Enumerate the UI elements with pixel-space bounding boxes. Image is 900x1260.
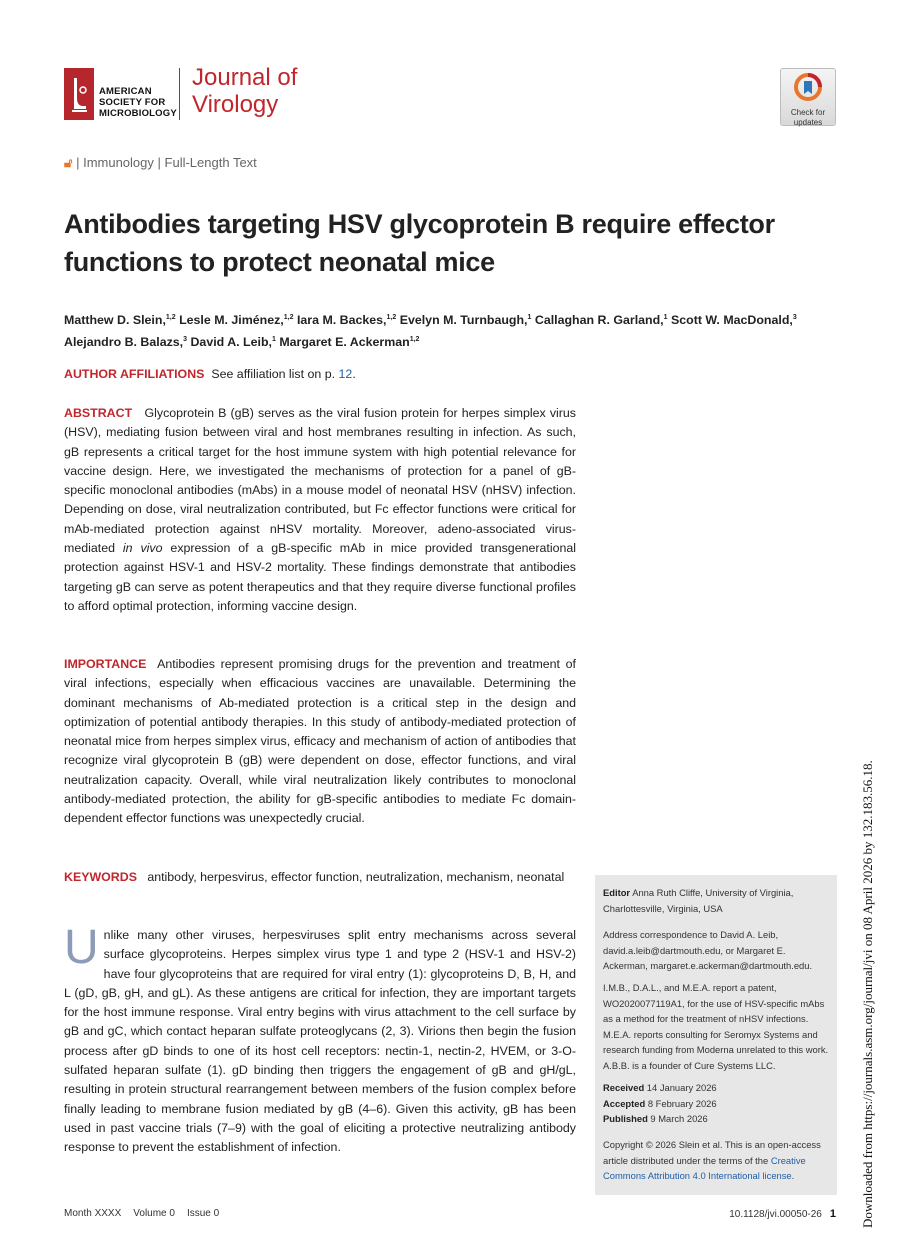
check-updates-icon <box>793 72 823 102</box>
journal-title[interactable]: Journal of Virology <box>192 64 298 118</box>
author[interactable]: Alejandro B. Balazs,$^3$ <box>64 335 188 350</box>
author[interactable]: Callaghan R. Garland,$^1$ <box>534 313 668 328</box>
received-date: Received 14 January 2026 <box>603 1082 717 1093</box>
affiliation-page-link[interactable]: 12 <box>338 367 353 381</box>
footer-issue-info: Month XXXX Volume 0 Issue 0 <box>64 1208 220 1219</box>
body-paragraph: Unlike many other viruses, herpesviruses split entry mechanisms across several surface glycoproteins. Herpes simplex virus type 1 and type 2 (HSV-1 and HSV-2) have four glycoproteins that are required for viral entry (1): glycoproteins D, B, H, and L (gD, gB, gH, and gL). As these antigens are critical for infection, they are important targets for the host immune response. Viral entry begins with virus attachment to the cell surface by gB and gC, which contact heparan sulfate proteoglycans (2, 3). Virions then begin the fusion process after gD binds to one of its host cell receptors: nectin-1, nectin-2, HVEM, or 3-O-sulfated heparan sulfate (1). gD binding then triggers the engagement of gB and gH/gL, resulting in protein structural rearrangement between members of the fusion complex before finally leading to membrane fusion mediated by gB (4–6). Given this activity, gB has been used in past vaccine trials (7–9) with the goal of eliciting a protective neutralizing antibody response to prevent the establishment of infection. <box>64 921 576 1155</box>
article-info-box <box>595 875 837 1195</box>
keywords-label: KEYWORDS <box>64 870 137 884</box>
header-divider <box>179 68 180 120</box>
abstract-label: ABSTRACT <box>64 406 133 420</box>
license-link[interactable]: Creative Commons Attribution 4.0 International license <box>603 1154 806 1181</box>
download-watermark: Downloaded from https://journals.asm.org/journal/jvi on 08 April 2026 by 132.183.56.18. <box>860 760 875 1228</box>
affiliations-label: AUTHOR AFFILIATIONS <box>64 367 205 381</box>
editor-info: Editor Anna Ruth Cliffe, University of Virginia, Charlottesville, Virginia, USA <box>603 887 794 914</box>
author[interactable]: Margaret E. Ackerman$^{1,2}$ <box>279 335 420 350</box>
open-access-icon: 🔓︎ <box>64 155 73 170</box>
category-type: Full-Length Text <box>164 155 257 170</box>
asm-logo-icon <box>64 68 94 120</box>
published-date: Published 9 March 2026 <box>603 1113 708 1124</box>
author-affiliations: AUTHOR AFFILIATIONS See affiliation list on p. 12. <box>64 367 356 381</box>
author-list <box>64 308 839 352</box>
author[interactable]: David A. Leib,$^1$ <box>190 335 276 350</box>
copyright-notice: Copyright © 2026 Slein et al. This is an open-access article distributed under the terms of the Creative Commons Attribution 4.0 International license. <box>603 1139 821 1181</box>
author[interactable]: Matthew D. Slein,$^{1,2}$ <box>64 313 176 328</box>
importance-label: IMPORTANCE <box>64 657 147 671</box>
category-section[interactable]: Immunology <box>83 155 154 170</box>
society-name: AMERICAN SOCIETY FOR MICROBIOLOGY <box>99 86 177 119</box>
importance: IMPORTANCE Antibodies represent promising drugs for the prevention and treatment of viral infections, especially when efficacious vaccines are unavailable. Determining the dominant mechanisms of Ab-mediated protection is a critical step in the design and optimization of potential antibody therapies. In this study of antibody-mediated protection of neonatal mice from herpes simplex virus, efficacy and mechanism of action of antibodies that recognize viral glycoprotein B (gB) were dependent on dose, effector functions, and viral neutralization capacity. Overall, while viral neutralization likely contributes to monoclonal antibody-mediated protection, the ability for gB-specific antibodies to mediate Fc domain-dependent effector functions was unexpectedly crucial. <box>64 657 577 826</box>
check-for-updates-button[interactable]: Check for updates <box>780 68 836 126</box>
author[interactable]: Iara M. Backes,$^{1,2}$ <box>296 313 397 328</box>
doi-link[interactable]: 10.1128/jvi.00050-26 <box>729 1209 822 1220</box>
abstract: ABSTRACT Glycoprotein B (gB) serves as the viral fusion protein for herpes simplex virus (HSV), mediating fusion between viral and host membranes resulting in infection. As such, gB represents a critical target for the host immune system with high potential relevance for vaccine design. Here, we investigated the mechanisms of protection for a panel of gB-specific monoclonal antibodies (mAbs) in a mouse model of neonatal HSV (nHSV) infection. Depending on dose, viral neutralization contributed, but Fc effector functions were critical for mAb-mediated protection against nHSV mortality. Moreover, adeno-associated virus-mediated in vivo expression of a gB-specific mAb in mice provided transgenerational protection against HSV-1 and HSV-2 mortality. These findings demonstrate that antibodies targeting gB can serve as potent therapeutics and that they require diverse functional profiles to afford optimal protection, informing vaccine design. <box>64 406 577 613</box>
disclosure-info: I.M.B., D.A.L., and M.E.A. report a patent, WO2020077119A1, for the use of HSV-specific mAbs as a method for the treatment of nHSV infections. M.E.A. reports consulting for Seromyx Systems and research funding from Moderna unrelated to this work. A.B.B. is a founder of Cure Systems LLC. <box>603 982 829 1071</box>
footer-doi <box>729 1208 836 1220</box>
author[interactable]: Scott W. MacDonald,$^3$ <box>671 313 797 328</box>
author[interactable]: Lesle M. Jiménez,$^{1,2}$ <box>179 313 294 328</box>
article-title: Antibodies targeting HSV glycoprotein B require effector functions to protect neonatal mice <box>64 209 775 277</box>
accepted-date: Accepted 8 February 2026 <box>603 1097 717 1109</box>
article-category: 🔓︎ | Immunology | Full-Length Text <box>64 155 257 170</box>
correspondence-info: Address correspondence to David A. Leib, david.a.leib@dartmouth.edu, or Margaret E. Ackerman, margaret.e.ackerman@dartmouth.edu. <box>603 929 813 971</box>
keywords: KEYWORDS antibody, herpesvirus, effector function, neutralization, mechanism, neonatal <box>64 870 565 884</box>
drop-cap: U <box>64 921 99 974</box>
page-number: 1 <box>829 1208 836 1220</box>
author[interactable]: Evelyn M. Turnbaugh,$^1$ <box>399 313 532 328</box>
